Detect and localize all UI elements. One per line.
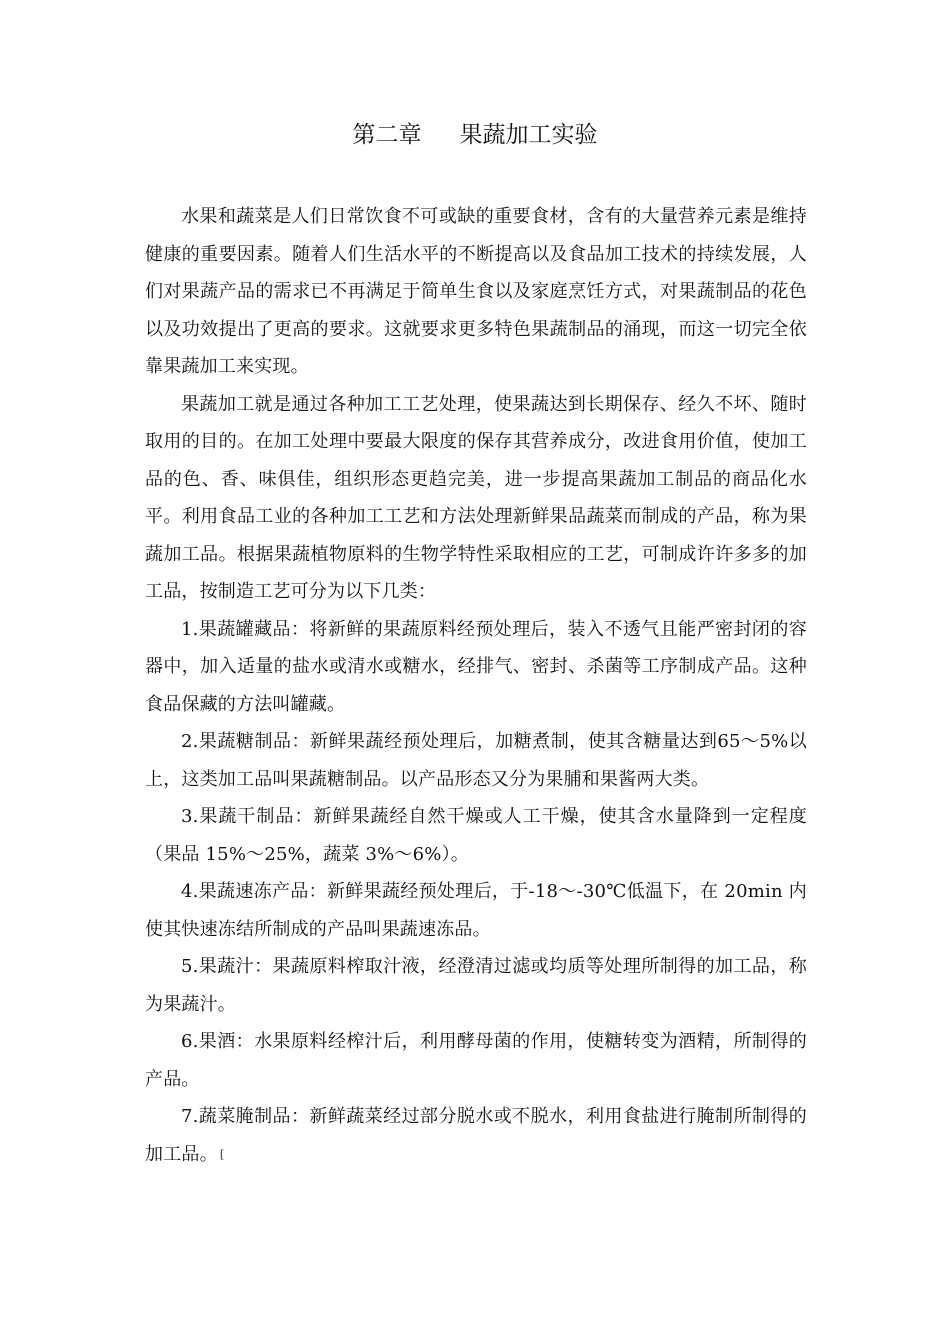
intro-paragraph: 水果和蔬菜是人们日常饮食不可或缺的重要食材，含有的大量营养元素是维持健康的重要因素。随着人们生活水平的不断提高以及食品加工技术的持续发展，人们对果蔬产品的需求已不再满足于简单生食以及家庭烹饪方式，对果蔬制品的花色以及功效提出了更高的要求。这就要求更多特色果蔬制品的涌现，而这一切完全依靠果蔬加工来实现。	[145, 206, 807, 377]
pickled-text: 7.蔬菜腌制品：新鲜蔬菜经过部分脱水或不脱水，利用食盐进行腌制所制得的加工品。	[145, 1106, 807, 1165]
processing-paragraph: 果蔬加工就是通过各种加工工艺处理，使果蔬达到长期保存、经久不坏、随时取用的目的。在加工处理中要最大限度的保存其营养成分，改进食用价值，使加工品的色、香、味俱佳，组织形态更趋完美，进一步提高果蔬加工制品的商品化水平。利用食品工业的各种加工工艺和方法处理新鲜果品蔬菜而制成的产品，称为果蔬加工品。根据果蔬植物原料的生物学特性采取相应的工艺，可制成许许多多的加工品，按制造工艺可分为以下几类：	[145, 393, 807, 602]
chapter-name: 果蔬加工实验	[459, 122, 598, 148]
category-wine: 6.果酒：水果原料经榨汁后，利用酵母菌的作用，使糖转变为酒精，所制得的产品。	[145, 1031, 807, 1090]
category-pickled	[145, 1098, 807, 1173]
category-canned: 1.果蔬罐藏品：将新鲜的果蔬原料经预处理后，装入不透气且能严密封闭的容器中，加入适量的盐水或清水或糖水，经排气、密封、杀菌等工序制成产品。这种食品保藏的方法叫罐藏。	[145, 618, 807, 715]
trailing-mark: [	[219, 1147, 225, 1161]
category-juice: 5.果蔬汁：果蔬原料榨取汁液，经澄清过滤或均质等处理所制得的加工品，称为果蔬汁。	[145, 956, 807, 1015]
category-frozen: 4.果蔬速冻产品：新鲜果蔬经预处理后，于-18～-30℃低温下，在 20min 内使其快速冻结所制成的产品叫果蔬速冻品。	[145, 881, 807, 940]
category-candied: 2.果蔬糖制品：新鲜果蔬经预处理后，加糖煮制，使其含糖量达到65～5%以上，这类加工品叫果蔬糖制品。以产品形态又分为果脯和果酱两大类。	[145, 731, 807, 790]
chapter-title	[0, 118, 950, 152]
chapter-body	[145, 198, 807, 1173]
category-dried: 3.果蔬干制品：新鲜果蔬经自然干燥或人工干燥，使其含水量降到一定程度（果品 15%～25%，蔬菜 3%～6%）。	[145, 806, 807, 865]
chapter-number: 第二章	[352, 122, 422, 148]
